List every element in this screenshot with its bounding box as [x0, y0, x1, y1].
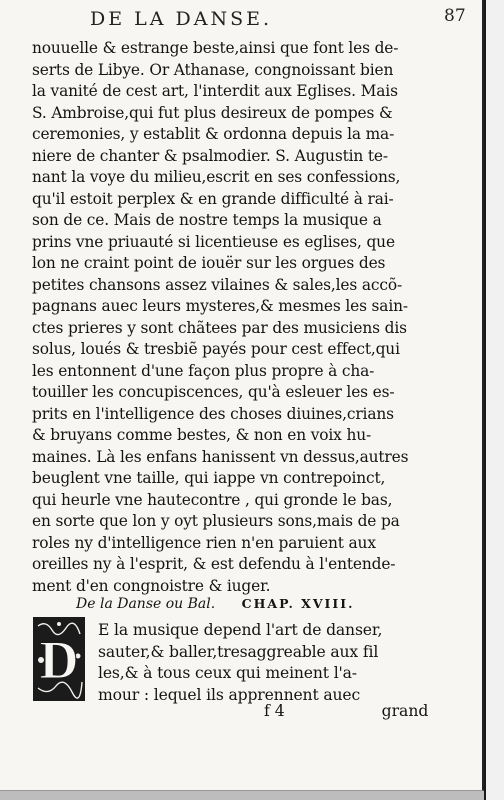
text-line: roles ny d'intelligence rien n'en paruient aux — [32, 533, 376, 552]
text-line: qu'il estoit perplex & en grande difficulté à rai- — [32, 189, 394, 208]
text-line: son de ce. Mais de nostre temps la musique a — [32, 211, 382, 229]
chapter-title: De la Danse ou Bal. — [76, 596, 216, 612]
text-line: mour : lequel ils apprennent auec — [98, 685, 361, 704]
chapter-heading — [76, 596, 354, 612]
decorated-initial-icon — [32, 616, 86, 702]
text-line: nouuelle & estrange beste,ainsi que font les de- — [32, 39, 399, 57]
text-line: pagnans auec leurs mysteres,& mesmes les sain- — [32, 297, 408, 315]
text-line: lon ne craint point de iouër sur les orgues des — [32, 254, 386, 272]
text-line: ment d'en congnoistre & iuger. — [32, 576, 271, 595]
text-line: niere de chanter & psalmodier. S. Augustin te- — [32, 146, 388, 165]
text-line: les,& à tous ceux qui meinent l'a- — [98, 664, 357, 682]
text-line: ceremonies, y establit & ordonna depuis la ma- — [32, 125, 395, 143]
chapter-number: CHAP. XVIII. — [241, 596, 355, 611]
text-line: ctes prieres y sont chãtees par des musiciens dis — [32, 318, 407, 337]
text-line: serts de Libye. Or Athanase, congnoissant bien — [32, 60, 394, 79]
text-line: petites chansons assez vilaines & sales,les accõ- — [32, 275, 403, 294]
text-line: sauter,& baller,tresaggreable aux fil — [98, 642, 379, 661]
text-line: solus, loués & tresbiẽ payés pour cest effect,qui — [32, 340, 400, 358]
binding-edge — [484, 0, 504, 800]
body-text — [32, 38, 418, 597]
text-line: E la musique depend l'art de danser, — [98, 621, 383, 639]
text-line: la vanité de cest art, l'interdit aux Eglises. Mais — [32, 82, 398, 100]
text-line: les entonnent d'une façon plus propre à cha- — [32, 361, 375, 380]
signature-mark: f 4 — [264, 702, 285, 720]
page-number: 87 — [444, 6, 466, 26]
initial-letter: D — [39, 630, 79, 690]
text-line: prins vne priuauté si licentieuse es eglises, que — [32, 232, 395, 251]
text-line: touiller les concupiscences, qu'à esleuer les es- — [32, 383, 395, 401]
text-line: qui heurle vne hautecontre , qui gronde le bas, — [32, 490, 393, 509]
text-line: en sorte que lon y oyt plusieurs sons,mais de pa — [32, 512, 400, 530]
text-line: maines. Là les enfans hanissent vn dessus,autres — [32, 447, 409, 466]
catchword: grand — [381, 702, 429, 720]
text-line: & bruyans comme bestes, & non en voix hu- — [32, 426, 372, 444]
text-line: prits en l'intelligence des choses diuines,crians — [32, 404, 394, 423]
running-head: DE LA DANSE. — [90, 8, 273, 30]
text-line: beuglent vne taille, qui iappe vn contrepoinct, — [32, 469, 386, 487]
page-footer — [264, 702, 428, 720]
text-line: oreilles ny à l'esprit, & est defendu à l'entende- — [32, 555, 396, 573]
chapter-text — [98, 620, 418, 706]
text-line: nant la voye du milieu,escrit en ses confessions, — [32, 168, 401, 186]
text-line: S. Ambroise,qui fut plus desireux de pompes & — [32, 103, 393, 122]
